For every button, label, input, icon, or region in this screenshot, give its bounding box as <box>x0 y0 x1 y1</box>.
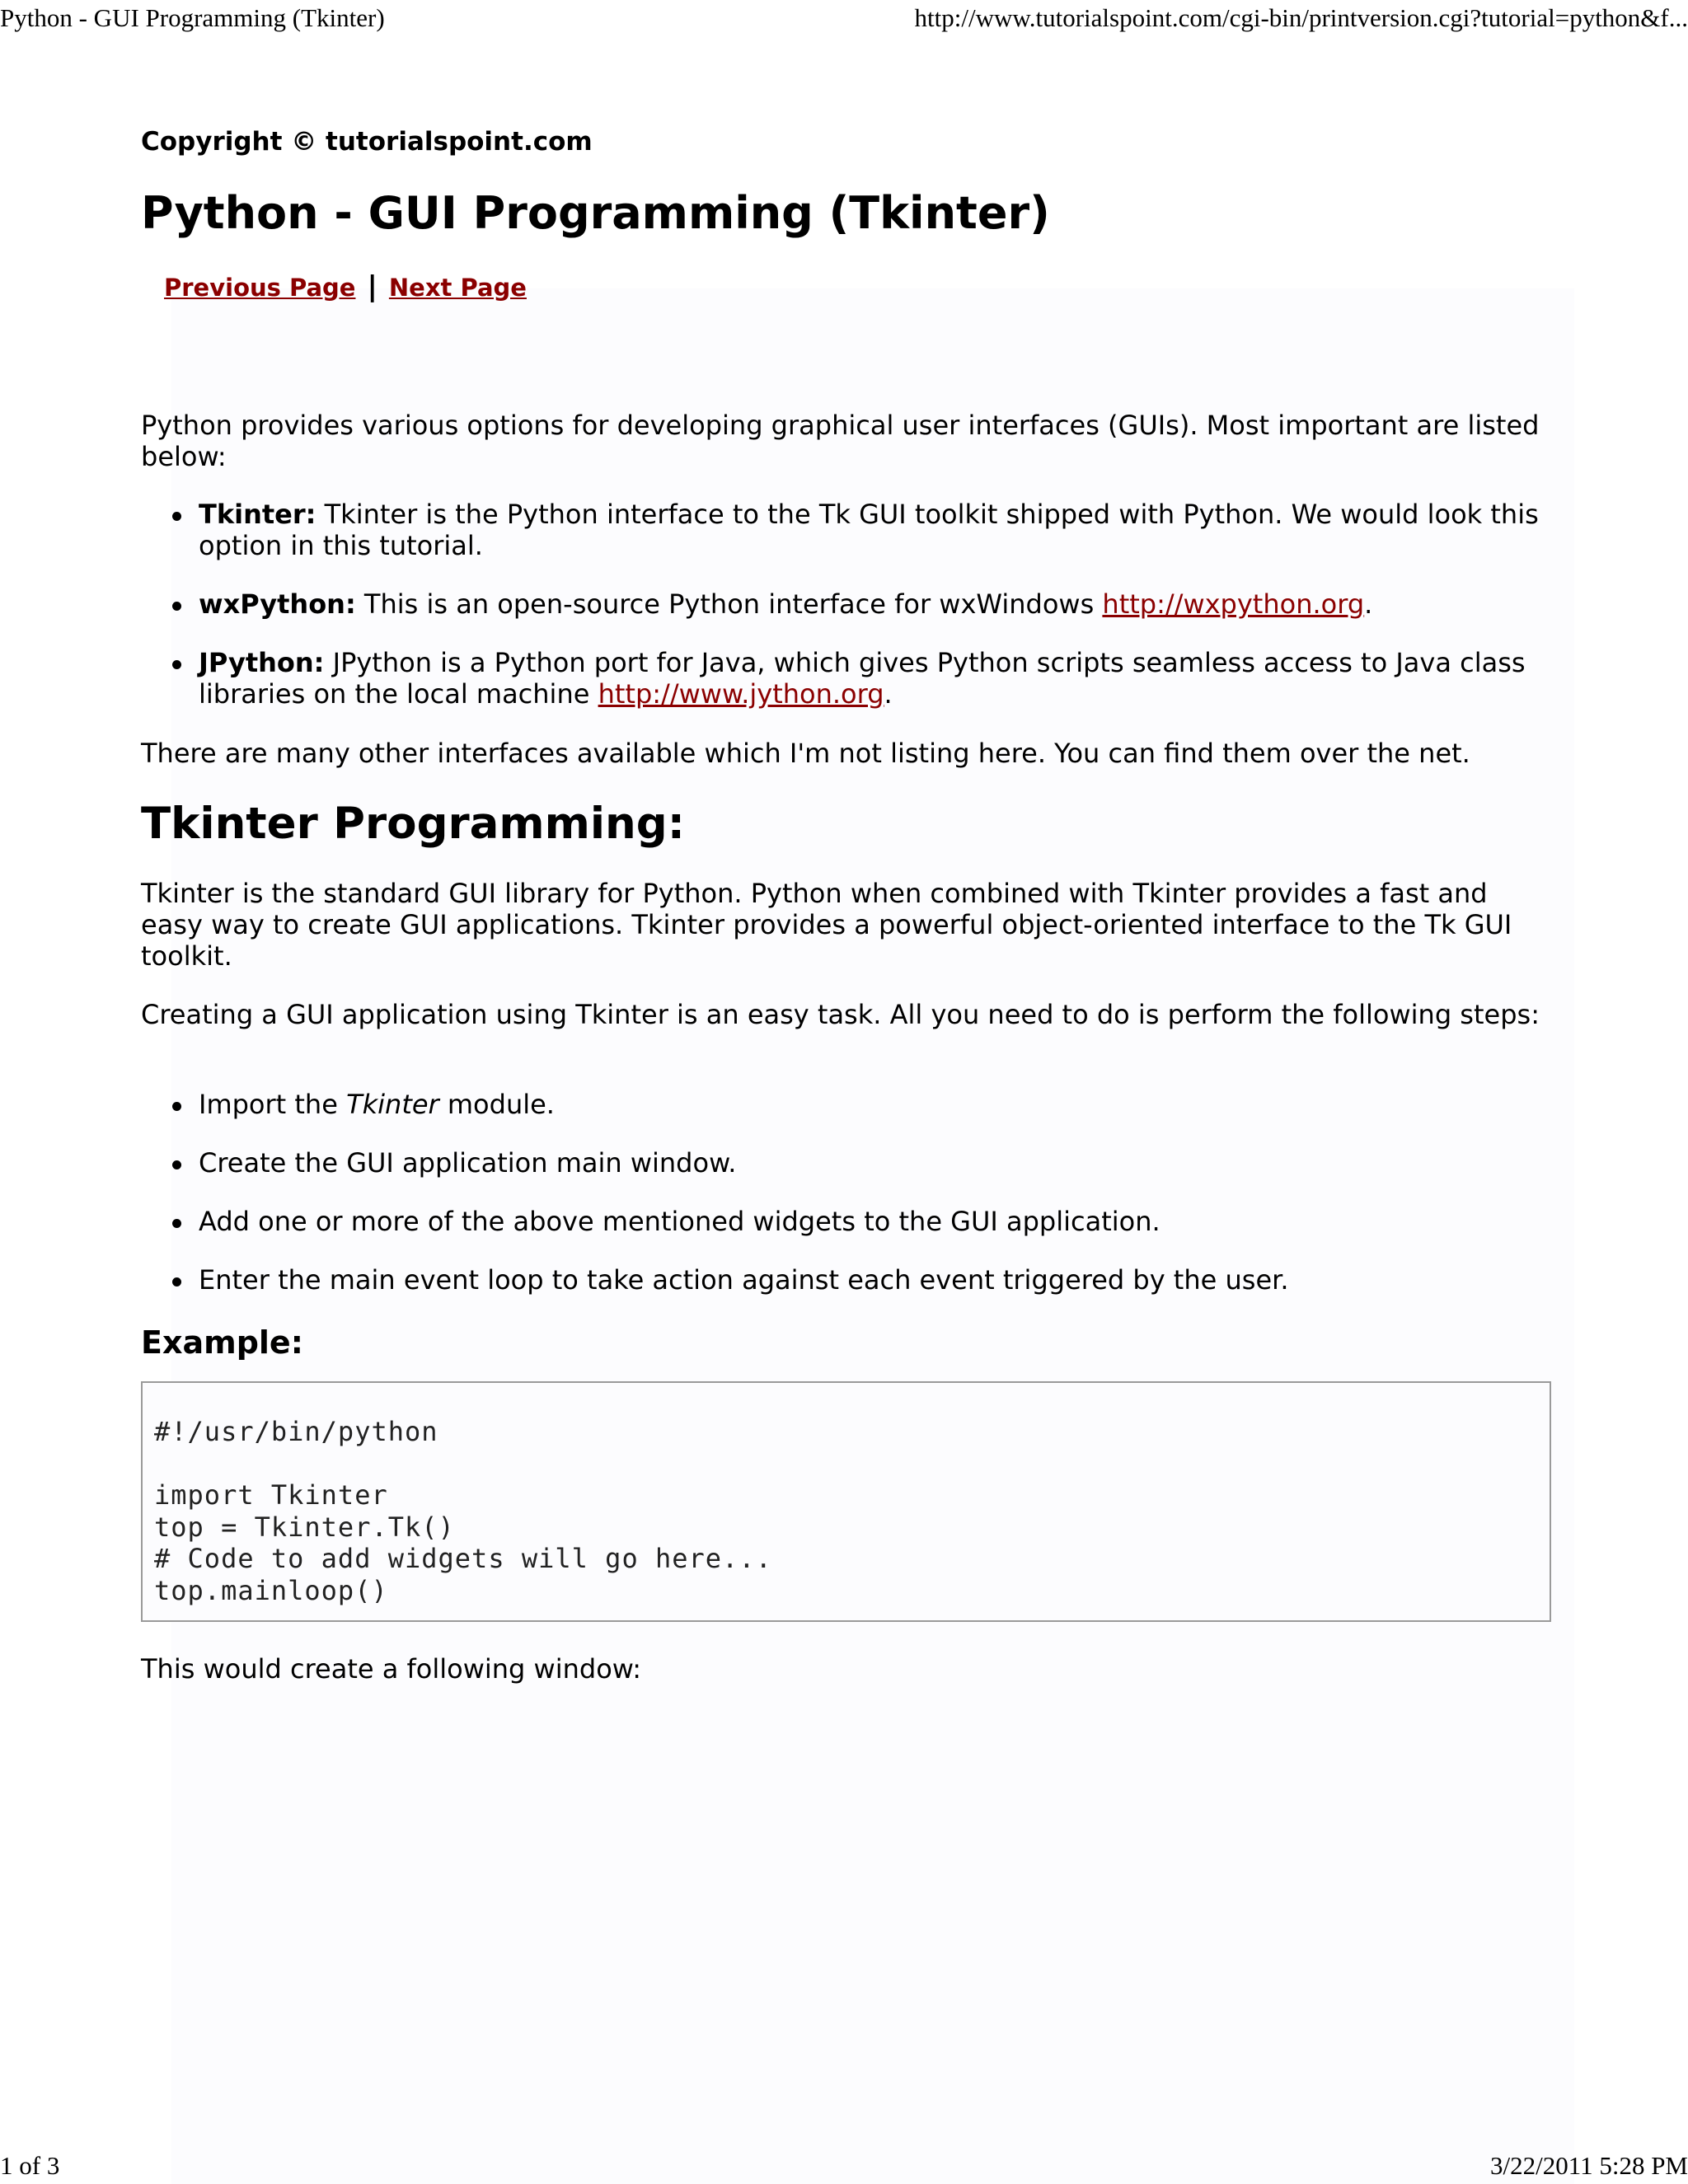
next-page-link[interactable]: Next Page <box>388 274 527 302</box>
list-item-wxpython <box>199 588 1554 620</box>
copyright-notice: Copyright © tutorialspoint.com <box>141 127 593 157</box>
print-header-title: Python - GUI Programming (Tkinter) <box>0 3 385 32</box>
outro-paragraph: This would create a following window: <box>141 1653 641 1685</box>
jython-link[interactable]: http://www.jython.org <box>598 678 884 710</box>
step-text: Import the <box>199 1089 347 1120</box>
tkinter-description-paragraph: Tkinter is the standard GUI library for Python. Python when combined with Tkinter provides a fast and easy way to create GUI applications. Tkinter provides a powerful object-oriented interface to the Tk GUI toolkit. <box>141 878 1512 972</box>
print-footer-timestamp: 3/22/2011 5:28 PM <box>1490 2151 1688 2180</box>
step-module-name: Tkinter <box>346 1089 439 1120</box>
page-navigation <box>164 270 527 304</box>
code-listing: #!/usr/bin/python import Tkinter top = Tkinter.Tk() # Code to add widgets will go here... top.mainloop() <box>154 1416 772 1606</box>
example-heading: Example: <box>141 1324 303 1361</box>
option-description: This is an open-source Python interface for wxWindows <box>355 588 1103 620</box>
code-block <box>141 1381 1551 1622</box>
wxpython-link[interactable]: http://wxpython.org <box>1102 588 1365 620</box>
list-item-step-window: Create the GUI application main window. <box>199 1147 1554 1179</box>
steps-intro-paragraph: Creating a GUI application using Tkinter is an easy task. All you need to do is perform the following steps: <box>141 999 1540 1030</box>
list-item-step-mainloop: Enter the main event loop to take action against each event triggered by the user. <box>199 1264 1554 1296</box>
option-description: Tkinter is the Python interface to the Tk GUI toolkit shipped with Python. We would look this option in this tutorial. <box>199 499 1539 561</box>
list-item-step-import <box>199 1089 1554 1120</box>
list-item-tkinter <box>199 499 1554 561</box>
option-name: wxPython: <box>199 588 356 620</box>
section-heading: Tkinter Programming: <box>141 799 685 849</box>
option-description: JPython is a Python port for Java, which gives Python scripts seamless access to Java class libraries on the local machine <box>199 647 1526 710</box>
punctuation: . <box>884 678 893 710</box>
list-item-jpython <box>199 647 1554 710</box>
list-item-step-widgets: Add one or more of the above mentioned widgets to the GUI application. <box>199 1206 1554 1237</box>
intro-paragraph: Python provides various options for developing graphical user interfaces (GUIs). Most important are listed below: <box>141 410 1540 472</box>
previous-page-link[interactable]: Previous Page <box>164 274 356 302</box>
option-name: Tkinter: <box>199 499 316 530</box>
page-title: Python - GUI Programming (Tkinter) <box>141 187 1050 239</box>
option-name: JPython: <box>199 647 325 678</box>
other-interfaces-paragraph: There are many other interfaces available which I'm not listing here. You can find them over the net. <box>141 738 1470 769</box>
nav-separator: | <box>367 270 377 303</box>
print-header-url: http://www.tutorialspoint.com/cgi-bin/printversion.cgi?tutorial=python&f... <box>914 3 1688 32</box>
step-text: module. <box>438 1089 555 1120</box>
print-footer-page-count: 1 of 3 <box>0 2151 60 2180</box>
punctuation: . <box>1364 588 1373 620</box>
